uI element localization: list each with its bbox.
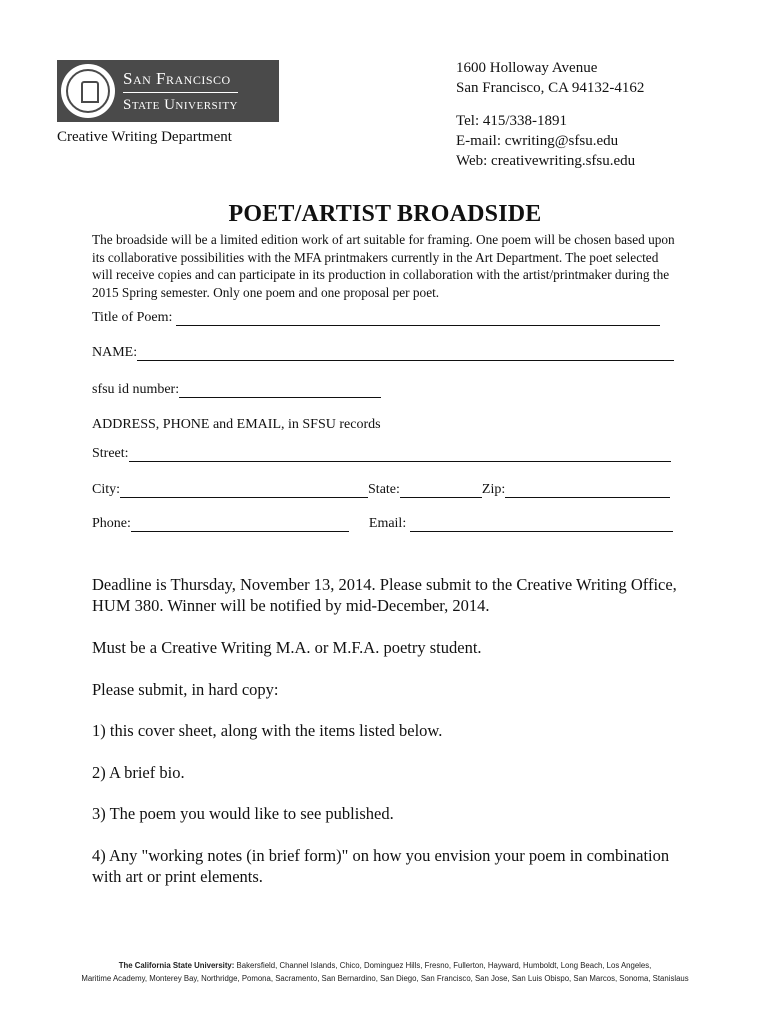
sfsu-id-label: sfsu id number: <box>92 382 180 397</box>
city-line[interactable] <box>120 483 368 498</box>
city-state-zip-row <box>92 482 670 498</box>
logo-line-1: San Francisco <box>123 69 238 93</box>
contact-block <box>456 58 644 171</box>
footer-campuses-2: Maritime Academy, Monterey Bay, Northridge, Pomona, Sacramento, San Bernardino, San Diego, San Francisco, San Jose, San Luis Obispo, San Marcos, Sonoma, Stanislaus <box>81 974 689 983</box>
footer-campuses-1: Bakersfield, Channel Islands, Chico, Dominguez Hills, Fresno, Fullerton, Hayward, Humboldt, Long Beach, Los Angeles, <box>236 961 652 970</box>
name-line[interactable] <box>137 346 674 361</box>
university-seal-icon <box>61 64 115 118</box>
title-of-poem-field[interactable] <box>92 310 660 326</box>
phone-line[interactable] <box>131 517 349 532</box>
university-logo <box>57 60 279 122</box>
email-label: Email: <box>368 516 407 531</box>
list-item: 3) The poem you would like to see published. <box>92 804 394 823</box>
street-field[interactable] <box>92 446 671 462</box>
street-line[interactable] <box>129 447 671 462</box>
web-address: Web: creativewriting.sfsu.edu <box>456 153 636 169</box>
sfsu-id-line[interactable] <box>179 383 381 398</box>
deadline-text: Deadline is Thursday, November 13, 2014. Please submit to the Creative Writing Office, HUM 380. Winner will be notified by mid-December, 2014. <box>92 575 677 615</box>
phone-label: Phone: <box>92 516 131 531</box>
department-name: Creative Writing Department <box>57 129 232 145</box>
state-label: State: <box>368 482 400 497</box>
list-item: 2) A brief bio. <box>92 763 185 782</box>
footer-lead: The California State University: <box>118 961 235 970</box>
sfsu-id-field[interactable] <box>92 382 381 398</box>
submit-intro: Please submit, in hard copy: <box>92 680 279 699</box>
logo-line-2: State University <box>123 96 238 113</box>
street-label: Street: <box>92 446 129 461</box>
list-item: 4) Any "working notes (in brief form)" on how you envision your poem in combination with art or print elements. <box>92 846 670 886</box>
name-field[interactable] <box>92 345 674 361</box>
address-line-1: 1600 Holloway Avenue <box>456 60 598 76</box>
zip-label: Zip: <box>481 482 506 497</box>
eligibility-text: Must be a Creative Writing M.A. or M.F.A. poetry student. <box>92 638 482 657</box>
phone-email-row <box>92 516 673 532</box>
title-of-poem-label: Title of Poem: <box>92 310 173 325</box>
city-label: City: <box>92 482 121 497</box>
title-of-poem-line[interactable] <box>176 311 660 326</box>
page-title: POET/ARTIST BROADSIDE <box>228 201 542 227</box>
email-address: E-mail: cwriting@sfsu.edu <box>456 133 619 149</box>
footer-campus-list <box>0 959 770 985</box>
list-item: 1) this cover sheet, along with the items listed below. <box>92 721 443 740</box>
state-line[interactable] <box>400 483 482 498</box>
intro-paragraph: The broadside will be a limited edition work of art suitable for framing. One poem will be chosen based upon its collaborative possibilities with the MFA printmakers currently in the Art Department. The poet selected will receive copies and can participate in its production in collaboration with the artist/printmaker during the 2015 Spring semester. Only one poem and one proposal per poet. <box>92 232 675 300</box>
telephone: Tel: 415/338-1891 <box>456 113 568 129</box>
email-line[interactable] <box>410 517 673 532</box>
name-label: NAME: <box>92 345 138 360</box>
zip-line[interactable] <box>505 483 670 498</box>
records-note: ADDRESS, PHONE and EMAIL, in SFSU records <box>92 417 381 432</box>
address-line-2: San Francisco, CA 94132-4162 <box>456 80 645 96</box>
